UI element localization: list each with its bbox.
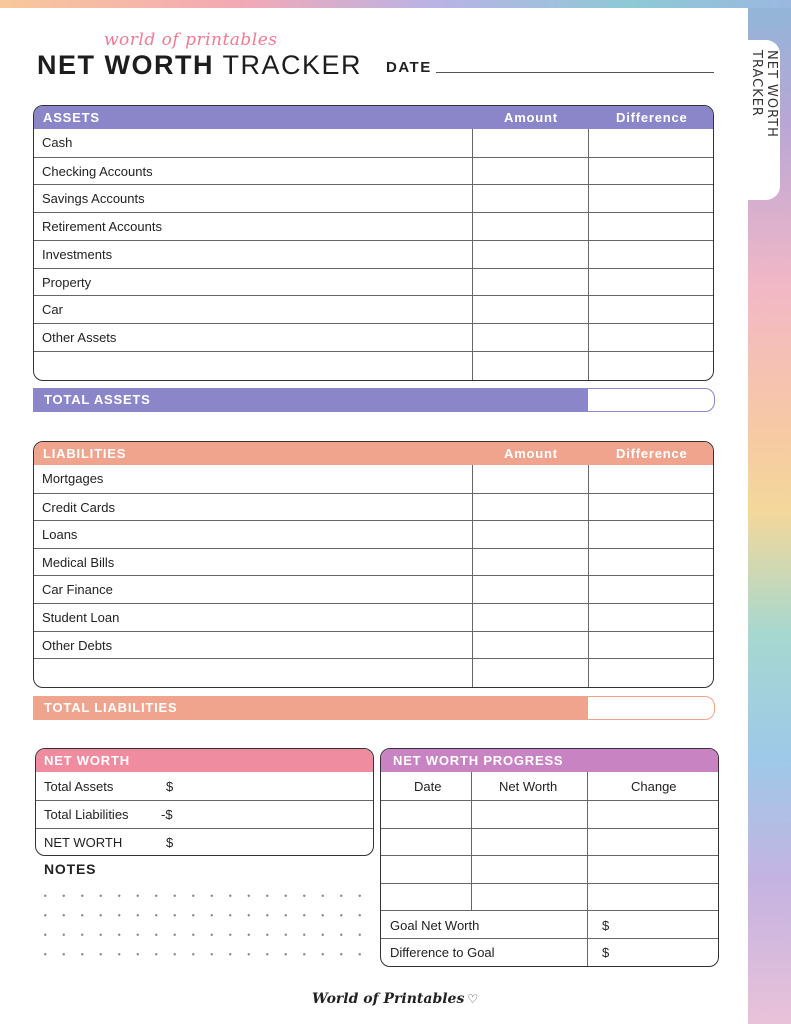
progress-col-divider (471, 772, 472, 910)
row-label: Student Loan (42, 610, 120, 625)
progress-column-headers (381, 772, 718, 800)
row-label: Mortgages (42, 471, 104, 486)
assets-table-header (34, 106, 713, 129)
row-label: Investments (42, 246, 113, 262)
side-tab-label: NET WORTH TRACKER (749, 50, 779, 138)
notes-dot-grid[interactable] (36, 886, 374, 970)
progress-col-net-worth: Net Worth (499, 779, 558, 794)
table-row[interactable] (34, 658, 713, 687)
total-liabilities-label: TOTAL LIABILITIES (44, 700, 178, 715)
table-row[interactable] (34, 295, 713, 323)
assets-col-amount: Amount (504, 110, 558, 125)
total-liabilities-value-field[interactable] (590, 697, 714, 719)
liabilities-col-amount: Amount (504, 446, 558, 461)
table-row[interactable] (34, 129, 713, 157)
table-row[interactable] (36, 828, 373, 856)
row-label: Cash (42, 135, 73, 150)
row-label: Total Assets (44, 779, 114, 794)
table-row[interactable] (34, 212, 713, 240)
row-label: Credit Cards (42, 499, 115, 515)
table-row[interactable] (34, 603, 713, 631)
total-assets-label-cell (34, 389, 588, 411)
progress-table-header (381, 749, 718, 772)
table-row[interactable] (381, 800, 718, 828)
table-row[interactable] (381, 855, 718, 883)
decorative-top-strip (0, 0, 791, 8)
currency-prefix: $ (602, 918, 610, 933)
table-row[interactable] (34, 268, 713, 296)
progress-col-date: Date (414, 779, 442, 794)
net-worth-header-label: NET WORTH (44, 753, 130, 768)
difference-to-goal-label: Difference to Goal (390, 945, 495, 960)
currency-prefix: -$ (161, 807, 173, 822)
row-label: Savings Accounts (42, 191, 145, 207)
difference-to-goal-row[interactable] (381, 938, 718, 966)
table-row[interactable] (36, 772, 373, 800)
row-label: Other Assets (42, 329, 117, 345)
assets-col-difference: Difference (616, 110, 688, 125)
liabilities-col-difference: Difference (616, 446, 688, 461)
notes-title: NOTES (44, 861, 97, 877)
total-assets-value-field[interactable] (590, 389, 714, 411)
assets-header-label: ASSETS (43, 110, 100, 125)
table-row[interactable] (34, 493, 713, 521)
liabilities-header-label: LIABILITIES (43, 446, 127, 461)
table-row[interactable] (34, 157, 713, 185)
row-label: Car (42, 302, 63, 318)
goal-net-worth-row[interactable] (381, 910, 718, 938)
liabilities-table (33, 441, 714, 688)
side-tab[interactable] (747, 40, 780, 200)
goal-net-worth-label: Goal Net Worth (390, 918, 480, 933)
table-row[interactable] (34, 548, 713, 576)
footer-brand (312, 991, 478, 1007)
row-label: Medical Bills (42, 554, 115, 570)
page-title-bold: NET WORTH (37, 50, 214, 80)
date-label: DATE (386, 59, 432, 76)
table-row[interactable] (34, 575, 713, 603)
table-row[interactable] (34, 240, 713, 268)
row-label: Other Debts (42, 637, 113, 653)
page-title (37, 50, 362, 81)
assets-table (33, 105, 714, 381)
table-row[interactable] (34, 465, 713, 493)
row-label: NET WORTH (44, 835, 123, 850)
row-label: Loans (42, 527, 78, 543)
row-label: Car Finance (42, 582, 113, 598)
heart-icon: ♡ (467, 992, 479, 1006)
total-liabilities-label-cell (34, 697, 588, 719)
footer-brand-text: World of Printables (312, 991, 465, 1007)
progress-header-label: NET WORTH PROGRESS (393, 753, 564, 768)
total-liabilities-bar (33, 696, 715, 720)
brand-script-title: world of printables (104, 30, 278, 50)
currency-prefix: $ (602, 945, 610, 960)
table-row[interactable] (381, 883, 718, 911)
table-row[interactable] (381, 828, 718, 856)
row-label: Checking Accounts (42, 163, 153, 179)
row-label: Total Liabilities (44, 807, 129, 822)
date-field[interactable] (436, 72, 714, 73)
total-assets-bar (33, 388, 715, 412)
total-assets-label: TOTAL ASSETS (44, 392, 151, 407)
currency-prefix: $ (166, 779, 174, 794)
currency-prefix: $ (166, 835, 174, 850)
net-worth-table (35, 748, 374, 856)
progress-col-change: Change (631, 779, 677, 794)
liabilities-table-header (34, 442, 713, 465)
row-label: Retirement Accounts (42, 219, 162, 235)
table-row[interactable] (34, 323, 713, 351)
net-worth-table-header (36, 749, 373, 772)
table-row[interactable] (34, 184, 713, 212)
row-label: Property (42, 274, 92, 290)
table-row[interactable] (34, 351, 713, 380)
table-row[interactable] (34, 631, 713, 659)
page-title-regular: TRACKER (222, 50, 363, 80)
table-row[interactable] (34, 520, 713, 548)
table-row[interactable] (36, 800, 373, 828)
net-worth-progress-table (380, 748, 719, 967)
